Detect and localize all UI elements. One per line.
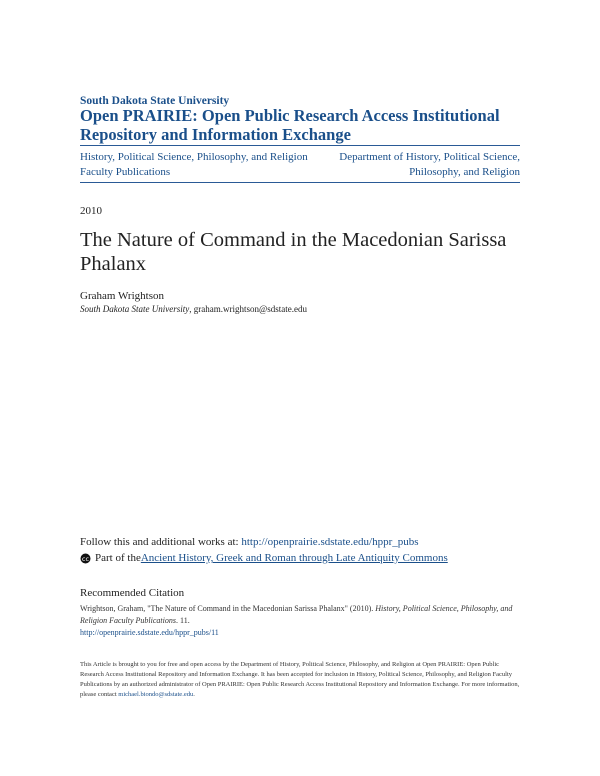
article-title: The Nature of Command in the Macedonian Sarissa Phalanx (80, 229, 507, 275)
institution-name[interactable]: South Dakota State University (80, 95, 230, 107)
footer-end: . (193, 691, 195, 698)
citation-heading: Recommended Citation (80, 587, 185, 599)
follow-label: Follow this and additional works at: (80, 536, 242, 548)
part-of-line (80, 552, 448, 564)
citation-url[interactable]: http://openprairie.sdstate.edu/hppr_pubs/11 (80, 628, 219, 637)
follow-url[interactable]: http://openprairie.sdstate.edu/hppr_pubs (241, 536, 419, 548)
author-name[interactable]: Graham Wrightson (80, 290, 164, 302)
header-divider (80, 145, 520, 146)
collection-link[interactable]: History, Political Science, Philosophy, and Religion Faculty Publications (80, 151, 308, 178)
citation-text: Wrightson, Graham, "The Nature of Command in the Macedonian Sarissa Phalanx" (2010). (80, 604, 376, 613)
author-email: , graham.wrightson@sdstate.edu (189, 304, 307, 314)
repository-title[interactable]: Open PRAIRIE: Open Public Research Access Institutional Repository and Information Exchange (80, 106, 500, 144)
creative-commons-icon (80, 553, 91, 564)
commons-link[interactable]: Ancient History, Greek and Roman through Late Antiquity Commons (140, 552, 448, 564)
department-link[interactable]: Department of History, Political Science, Philosophy, and Religion (339, 151, 520, 178)
svg-text:cc: cc (81, 554, 90, 563)
author-affiliation (80, 304, 307, 314)
publication-year: 2010 (80, 205, 102, 217)
contact-email[interactable]: michael.biondo@sdstate.edu (118, 691, 194, 698)
footer-notice (80, 660, 520, 700)
citation-series: History, Political Science, Philosophy, and Religion Faculty Publications (80, 604, 513, 625)
collections-divider (80, 182, 520, 183)
citation-suffix: . 11. (175, 616, 190, 625)
footer-text: This Article is brought to you for free and open access by the Department of History, Political Science, Philosophy, and Religion at Open PRAIRIE: Open Public Research Access Institutional Repository and Information Exchange. It has been accepted for inclusion in History, Political Science, Philosophy, and Religion Faculty Publications by an authorized administrator of Open PRAIRIE: Open Public Research Access Institutional Repository and Information Exchange. For more information, please contact (80, 661, 520, 698)
part-of-label: Part of the (95, 552, 141, 564)
affiliation-institution: South Dakota State University (80, 304, 190, 314)
citation-block (80, 603, 520, 639)
follow-line (80, 536, 419, 548)
